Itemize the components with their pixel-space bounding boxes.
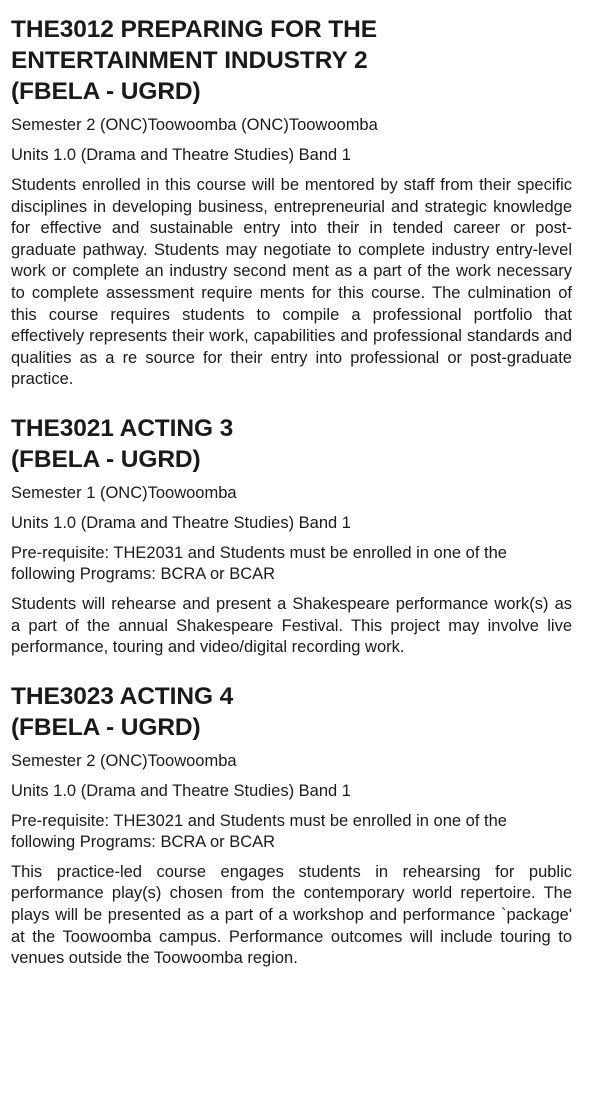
course-the3012	[11, 14, 572, 391]
course-faculty: (FBELA - UGRD)	[11, 713, 201, 741]
course-units: Units 1.0 (Drama and Theatre Studies) Band 1	[11, 781, 351, 800]
course-units: Units 1.0 (Drama and Theatre Studies) Band 1	[11, 513, 351, 532]
course-title	[11, 14, 572, 107]
course-title-line2: ENTERTAINMENT INDUSTRY 2	[11, 47, 368, 74]
course-title	[11, 681, 572, 743]
course-description: This practice-led course engages students in rehearsing for public performance play(s) chosen from the contemporary world repertoire. The plays will be presented as a part of a workshop and performance `package' at the Toowoomba campus. Performance outcomes will include touring to venues outside the Toowoomba region.	[11, 862, 572, 968]
course-offering: Semester 2 (ONC)Toowoomba	[11, 751, 237, 770]
course-description: Students will rehearse and present a Shakespeare performance work(s) as a part of the annual Shakespeare Festival. This project may involve live performance, touring and video/digital recording work.	[11, 594, 572, 657]
course-prerequisite: Pre-requisite: THE3021 and Students must be enrolled in one of the following Programs: BCRA or BCAR	[11, 811, 507, 851]
course-the3023	[11, 681, 572, 970]
course-the3021	[11, 413, 572, 659]
course-faculty: (FBELA - UGRD)	[11, 78, 201, 105]
course-offering: Semester 2 (ONC)Toowoomba (ONC)Toowoomba	[11, 116, 378, 134]
course-description: Students enrolled in this course will be mentored by staff from their specific disciplines in developing business, entrepreneurial and strategic knowledge for effective and sustainable entry into their in tended career or post-graduate pathway. Students may negotiate to complete industry entry-level work or complete an industry second ment as a part of the work necessary to complete assessment require ments for this course. The culmination of this course requires students to compile a professional portfolio that effectively represents their work, capabilities and professional standards and qualities as a re source for their entry into professional or post-graduate practice.	[11, 176, 572, 389]
course-code-title: THE3021 ACTING 3	[11, 414, 234, 442]
course-code-title: THE3023 ACTING 4	[11, 682, 234, 710]
course-offering: Semester 1 (ONC)Toowoomba	[11, 483, 237, 502]
course-prerequisite: Pre-requisite: THE2031 and Students must be enrolled in one of the following Programs: BCRA or BCAR	[11, 543, 507, 583]
course-faculty: (FBELA - UGRD)	[11, 445, 201, 473]
course-code-title: THE3012 PREPARING FOR THE	[11, 16, 377, 43]
course-title	[11, 413, 572, 475]
course-units: Units 1.0 (Drama and Theatre Studies) Band 1	[11, 146, 351, 164]
